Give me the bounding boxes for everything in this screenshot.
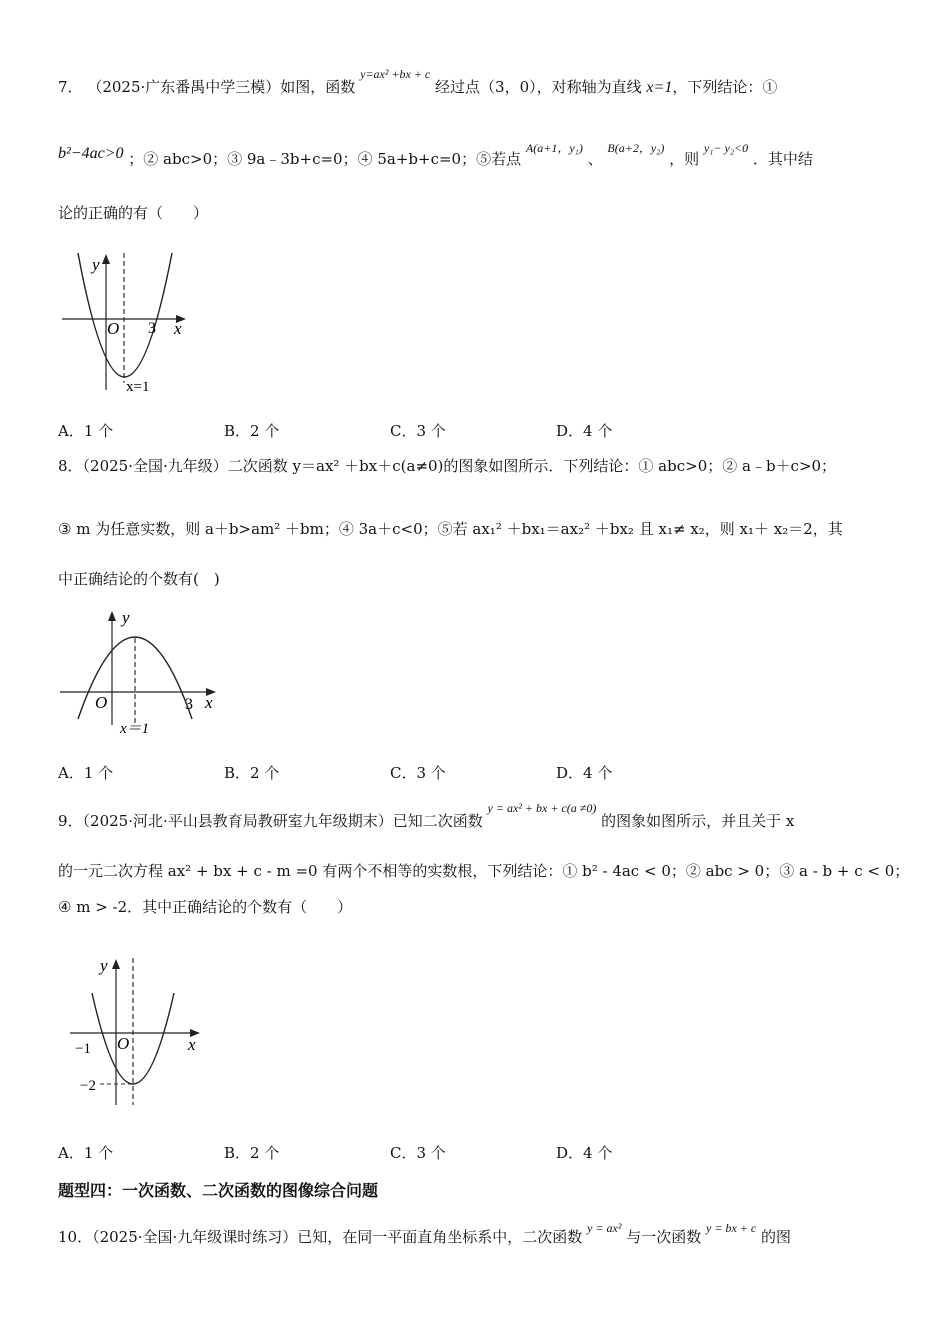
q7-conclusion-1: b²−4ac>0 [58,145,124,162]
q9-stem-1: （2025·河北·平山县教育局教研室九年级期末）已知二次函数 [82,812,483,830]
q7-axis-label: x=1 [126,379,150,395]
q10-stem-3: 的图 [761,1228,792,1246]
q8-stem-1: （2025·全国·九年级）二次函数 y＝ax² ＋bx＋c(a≠0)的图象如图所示．下列结论：① abc>0；② a﹣b＋c>0； [82,457,837,475]
q7-option-c: C．3 个 [390,422,446,440]
q9-x-label: x [188,1035,196,1054]
q8-option-c: C．3 个 [390,764,446,782]
q7-text-5: ．其中结 [752,150,813,168]
q10-quadratic: y = ax² [587,1221,622,1235]
q9-stem-2: 的图象如图所示，并且关于 x [601,812,795,830]
q7-line1 [58,67,778,99]
q7-number: 7． [58,78,83,96]
q7-axis-of-symmetry: x=1 [646,79,673,96]
q8-line3 [58,568,220,590]
q8-option-b: B．2 个 [224,764,280,782]
q7-point-a: A(a+1，y₁) [525,141,583,155]
q7-text-1: 经过点（3，0），对称轴为直线 [435,78,642,96]
q7-x-label: x [174,319,182,338]
q7-line3 [58,202,208,224]
q7-text-6: 论的正确的有（ ） [58,204,209,222]
q9-line3 [58,896,352,918]
q7-option-b: B．2 个 [224,422,280,440]
q9-option-a: A．1 个 [58,1144,114,1162]
q8-graph [58,605,228,740]
q7-option-d: D．4 个 [556,422,613,440]
q8-origin-label: O [95,693,108,712]
q8-x-label: x [205,693,213,712]
q7-text-2: ，下列结论：① [672,78,778,96]
q7-line2 [58,141,813,171]
q7-function: y=ax² +bx + c [360,67,431,81]
q8-y-label: y [122,608,130,627]
q8-option-a: A．1 个 [58,764,114,782]
q7-y-label: y [92,255,100,274]
q9-neg1-label: −1 [75,1041,91,1057]
q9-y-label: y [100,956,108,975]
q8-stem-3: 中正确结论的个数有( ) [58,570,220,588]
q7-origin-label: O [107,319,120,338]
q8-root-label: 3 [185,696,193,713]
q7-text-4: ，则 [669,150,700,168]
q8-option-d: D．4 个 [556,764,613,782]
q9-graph [70,953,220,1108]
q8-y-arrow [108,611,116,621]
q9-number: 9． [58,812,83,830]
q8-number: 8． [58,457,83,475]
q7-inequality: y₁− y₂<0 [703,141,749,155]
q7-separator: 、 [587,150,603,168]
q10-linear: y = bx + c [706,1221,757,1235]
q8-axis-label: x＝1 [120,721,150,737]
q10-line1 [58,1221,792,1249]
q8-line1 [58,455,836,477]
q7-root-label: 3 [148,320,156,337]
q7-graph [60,248,200,398]
q10-number: 10． [58,1228,93,1246]
q8-line2 [58,518,843,540]
section-heading: 题型四：一次函数、二次函数的图像综合问题 [58,1181,379,1200]
q7-text-3: ；② abc>0；③ 9a﹣3b+c=0；④ 5a+b+c=0；⑤若点 [128,150,522,168]
q9-stem-3: 的一元二次方程 ax² + bx + c - m =0 有两个不相等的实数根，下列结论：① b² - 4ac < 0；② abc > 0；③ a - b + c < 0； [58,862,910,880]
q9-line2 [58,860,909,882]
q10-stem-2: 与一次函数 [626,1228,702,1246]
q7-source: （2025·广东番禺中学三模）如图，函数 [87,78,356,96]
q10-stem-1: （2025·全国·九年级课时练习）已知，在同一平面直角坐标系中，二次函数 [92,1228,583,1246]
q7-point-b: B(a+2，y₂) [607,141,665,155]
q9-option-b: B．2 个 [224,1144,280,1162]
q7-y-arrow [102,254,110,264]
q9-stem-4: ④ m > -2．其中正确结论的个数有（ ） [58,898,353,916]
q9-y-arrow [112,959,120,969]
q7-option-a: A．1 个 [58,422,114,440]
q8-stem-2: ③ m 为任意实数，则 a＋b>am² ＋bm；④ 3a＋c<0；⑤若 ax₁² ＋bx₁＝ax₂² ＋bx₂ 且 x₁≠ x₂，则 x₁＋ x₂＝2，其 [58,520,843,538]
q9-option-c: C．3 个 [390,1144,446,1162]
q9-function: y = ax² + bx + c(a ≠0) [487,801,597,815]
q9-option-d: D．4 个 [556,1144,613,1162]
q9-neg2-label: −2 [80,1078,96,1094]
q9-origin-label: O [117,1034,130,1053]
